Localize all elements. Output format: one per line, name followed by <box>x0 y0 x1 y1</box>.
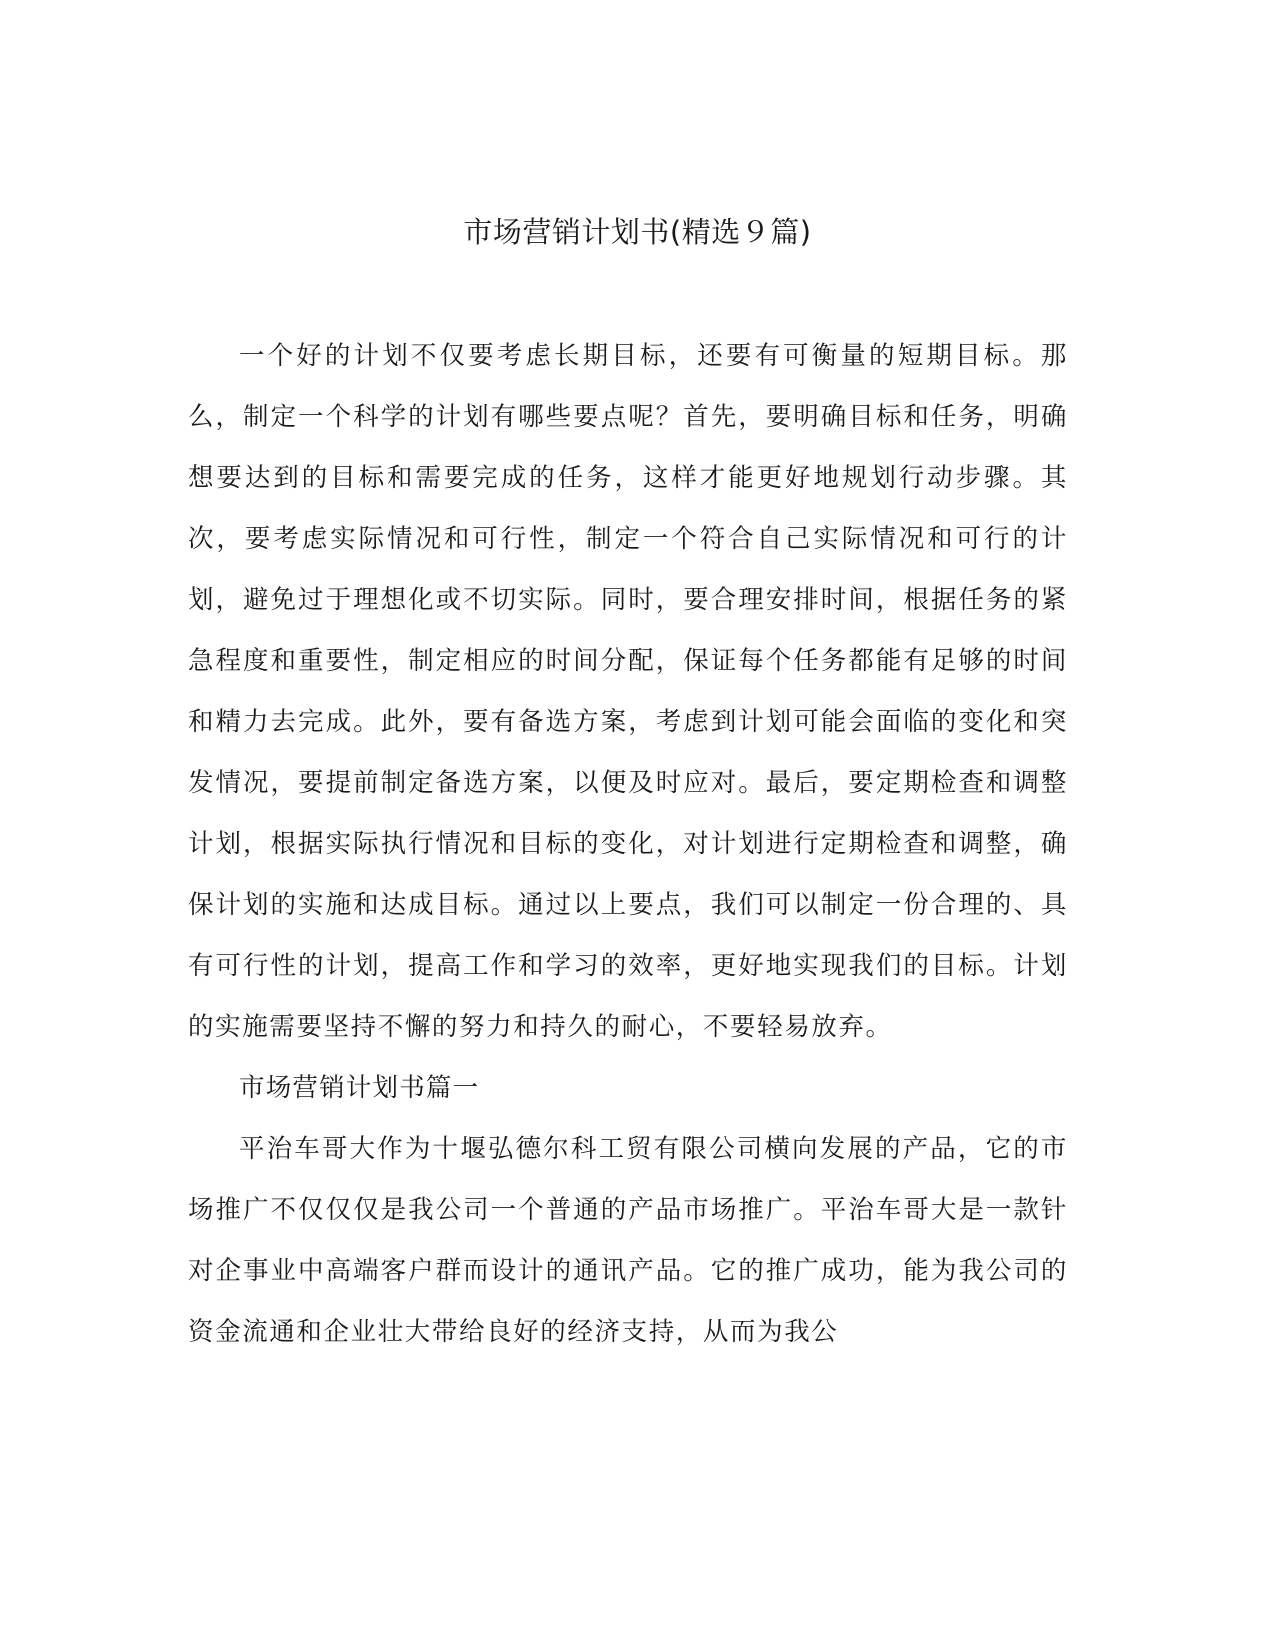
section-paragraph: 平治车哥大作为十堰弘德尔科工贸有限公司横向发展的产品，它的市场推广不仅仅仅是我公司一个普通的产品市场推广。平治车哥大是一款针对企事业中高端客户群而设计的通讯产品。它的推广成功，能为我公司的资金流通和企业壮大带给良好的经济支持，从而为我公 <box>188 1134 1068 1347</box>
document-body <box>188 326 1068 1363</box>
document-title: 市场营销计划书(精选９篇) <box>463 215 812 249</box>
section-heading: 市场营销计划书篇一 <box>239 1073 480 1103</box>
intro-paragraph: 一个好的计划不仅要考虑长期目标，还要有可衡量的短期目标。那么，制定一个科学的计划有哪些要点呢？首先，要明确目标和任务，明确想要达到的目标和需要完成的任务，这样才能更好地规划行动步骤。其次，要考虑实际情况和可行性，制定一个符合自己实际情况和可行的计划，避免过于理想化或不切实际。同时，要合理安排时间，根据任务的紧急程度和重要性，制定相应的时间分配，保证每个任务都能有足够的时间和精力去完成。此外，要有备选方案，考虑到计划可能会面临的变化和突发情况，要提前制定备选方案，以便及时应对。最后，要定期检查和调整计划，根据实际执行情况和目标的变化，对计划进行定期检查和调整，确保计划的实施和达成目标。通过以上要点，我们可以制定一份合理的、具有可行性的计划，提高工作和学习的效率，更好地实现我们的目标。计划的实施需要坚持不懈的努力和持久的耐心，不要轻易放弃。 <box>188 341 1068 1042</box>
